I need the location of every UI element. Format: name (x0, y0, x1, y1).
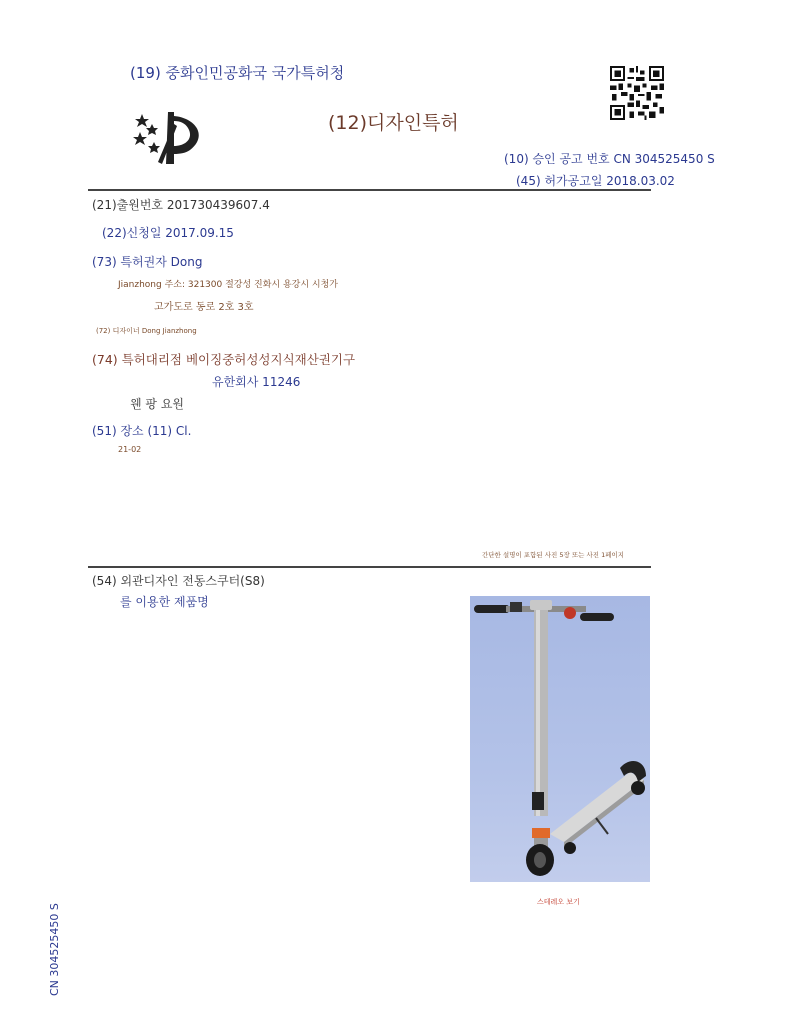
document-type-title: (12)디자인특허 (328, 112, 459, 134)
class-code: 21-02 (118, 445, 142, 454)
designer: (72) 디자이너 Dong Jianzhong (96, 327, 197, 335)
agent-name: 웬 팡 요원 (130, 397, 184, 411)
filing-date: (22)신청일 2017.09.15 (102, 226, 234, 240)
side-patent-number: CN 304525450 S (48, 903, 61, 996)
design-title-line-2: 를 이용한 제품명 (120, 595, 209, 609)
view-caption: 스테레오 보기 (537, 898, 580, 906)
agency-line-1: (74) 특허대리점 베이징중허성성지식재산권기구 (92, 352, 356, 367)
agency-line-2: 유한회사 11246 (212, 375, 301, 389)
patent-office-logo-icon (128, 106, 208, 168)
grant-date: (45) 허가공고일 2018.03.02 (516, 174, 675, 188)
design-title-line-1: (54) 외관디자인 전동스쿠터(S8) (92, 574, 265, 588)
patentee-line-3: 고가도로 동로 2호 3호 (154, 302, 254, 313)
product-photo (470, 596, 650, 882)
classification: (51) 장소 (11) Cl. (92, 424, 192, 438)
office-name: (19) 중화인민공화국 국가특허청 (130, 64, 345, 82)
brief-description-note: 간단한 설명이 포함된 사진 5장 또는 사진 1페이지 (482, 551, 625, 559)
patentee-line-2: Jianzhong 주소: 321300 절강성 진화시 용강시 시청가 (118, 280, 338, 290)
patentee-line-1: (73) 특허권자 Dong (92, 255, 203, 269)
qr-code-icon (610, 66, 664, 120)
application-number: (21)출원번호 201730439607.4 (92, 198, 270, 212)
section-divider (88, 566, 651, 568)
grant-number: (10) 승인 공고 번호 CN 304525450 S (504, 152, 715, 166)
header-divider (88, 189, 651, 191)
electric-scooter-icon (470, 596, 650, 882)
